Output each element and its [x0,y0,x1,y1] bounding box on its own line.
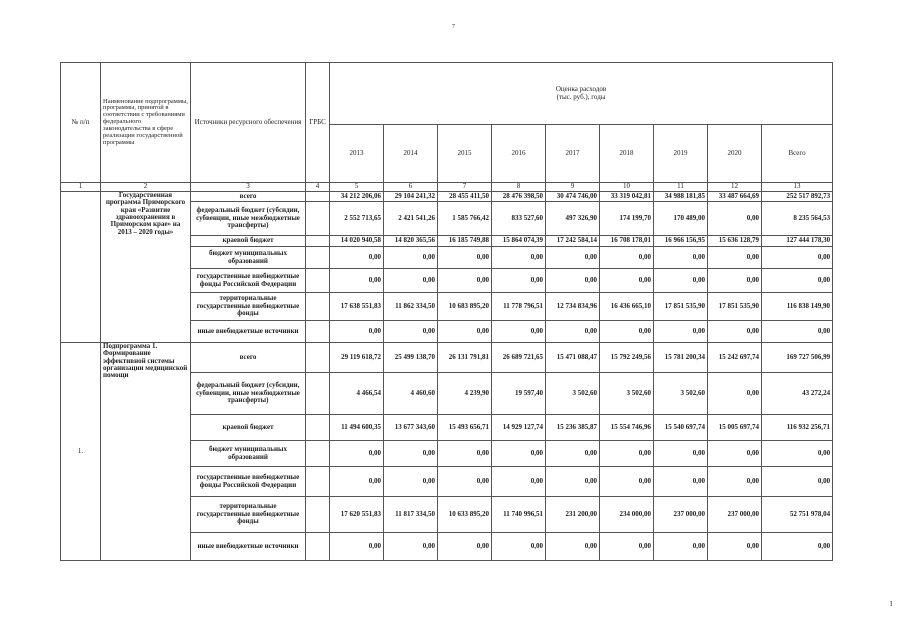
value-cell: 0,00 [438,467,492,497]
value-cell: 0,00 [654,441,708,467]
value-cell: 4 460,60 [384,373,438,415]
header-grbs: ГРБС [306,63,330,183]
value-cell: 15 242 697,74 [708,343,762,373]
value-cell: 0,00 [438,247,492,269]
value-cell: 8 235 564,53 [762,202,833,236]
column-number: 2 [101,183,191,192]
funding-source: иные внебюджетные источники [191,533,306,561]
value-cell: 15 781 200,34 [654,343,708,373]
header-estimate [330,63,833,125]
value-cell: 497 326,90 [546,202,600,236]
value-cell: 26 689 721,65 [492,343,546,373]
header-year: 2019 [654,125,708,183]
header-num: № п/п [61,63,101,183]
value-cell: 29 104 241,32 [384,192,438,202]
column-number: 3 [191,183,306,192]
value-cell: 0,00 [330,321,384,343]
value-cell: 15 471 088,47 [546,343,600,373]
funding-source: краевой бюджет [191,236,306,247]
value-cell: 0,00 [384,441,438,467]
header-year: Всего [762,125,833,183]
value-cell: 0,00 [546,441,600,467]
header-year: 2013 [330,125,384,183]
table-row [61,343,833,373]
value-cell: 0,00 [654,533,708,561]
value-cell: 116 838 149,90 [762,293,833,321]
funding-source: всего [191,192,306,202]
value-cell: 0,00 [708,321,762,343]
funding-source: территориальные государственные внебюджетные фонды [191,293,306,321]
grbs-cell [306,533,330,561]
row-number: 1. [61,343,101,561]
value-cell: 0,00 [654,269,708,293]
value-cell: 0,00 [492,441,546,467]
grbs-cell [306,192,330,202]
program-name: Подпрограмма 1. Формирование эффективной системы организации медицинской помощи [101,343,191,561]
value-cell: 15 792 249,56 [600,343,654,373]
value-cell: 28 476 398,50 [492,192,546,202]
value-cell: 15 493 656,71 [438,415,492,441]
value-cell: 0,00 [438,441,492,467]
value-cell: 16 436 665,10 [600,293,654,321]
value-cell: 0,00 [708,533,762,561]
funding-source: федеральный бюджет (субсидии, субвенции, иные межбюджетные трансферты) [191,373,306,415]
column-number: 7 [438,183,492,192]
value-cell: 0,00 [600,247,654,269]
value-cell: 0,00 [384,467,438,497]
grbs-cell [306,236,330,247]
column-number: 13 [762,183,833,192]
value-cell: 0,00 [762,467,833,497]
value-cell: 0,00 [654,321,708,343]
value-cell: 17 620 551,83 [330,497,384,533]
value-cell: 0,00 [330,247,384,269]
header-year: 2014 [384,125,438,183]
value-cell: 0,00 [492,467,546,497]
value-cell: 43 272,24 [762,373,833,415]
value-cell: 1 585 766,42 [438,202,492,236]
value-cell: 0,00 [762,533,833,561]
value-cell: 0,00 [330,467,384,497]
value-cell: 0,00 [546,467,600,497]
value-cell: 0,00 [762,441,833,467]
row-number [61,192,101,343]
page-number: 7 [452,24,455,30]
value-cell: 0,00 [600,441,654,467]
value-cell: 0,00 [492,321,546,343]
grbs-cell [306,269,330,293]
value-cell: 17 851 535,90 [654,293,708,321]
value-cell: 0,00 [600,533,654,561]
value-cell: 16 185 749,88 [438,236,492,247]
funding-source: краевой бюджет [191,415,306,441]
funding-source: государственные внебюджетные фонды Российской Федерации [191,467,306,497]
value-cell: 16 708 178,01 [600,236,654,247]
value-cell: 3 502,60 [600,373,654,415]
value-cell: 0,00 [438,533,492,561]
value-cell: 0,00 [708,441,762,467]
value-cell: 0,00 [384,321,438,343]
value-cell: 0,00 [384,247,438,269]
grbs-cell [306,343,330,373]
value-cell: 0,00 [384,269,438,293]
value-cell: 169 727 506,99 [762,343,833,373]
value-cell: 11 817 334,50 [384,497,438,533]
value-cell: 116 932 256,71 [762,415,833,441]
value-cell: 13 677 343,60 [384,415,438,441]
value-cell: 29 119 618,72 [330,343,384,373]
value-cell: 14 020 940,58 [330,236,384,247]
value-cell: 237 000,00 [708,497,762,533]
value-cell: 14 820 365,56 [384,236,438,247]
value-cell: 26 131 791,81 [438,343,492,373]
value-cell: 0,00 [330,441,384,467]
value-cell: 17 242 584,14 [546,236,600,247]
value-cell: 11 494 600,35 [330,415,384,441]
value-cell: 2 421 541,26 [384,202,438,236]
header-year: 2020 [708,125,762,183]
header-estimate-unit: (тыс. руб.), годы [556,92,606,101]
value-cell: 34 212 206,06 [330,192,384,202]
value-cell: 170 489,00 [654,202,708,236]
value-cell: 4 239,90 [438,373,492,415]
column-number: 1 [61,183,101,192]
value-cell: 237 000,00 [654,497,708,533]
value-cell: 15 864 074,39 [492,236,546,247]
column-number: 12 [708,183,762,192]
header-sources: Источники ресурсного обеспечения [191,63,306,183]
column-number: 9 [546,183,600,192]
value-cell: 2 552 713,65 [330,202,384,236]
value-cell: 30 474 746,00 [546,192,600,202]
column-number: 8 [492,183,546,192]
value-cell: 11 778 796,51 [492,293,546,321]
value-cell: 0,00 [654,467,708,497]
value-cell: 19 597,40 [492,373,546,415]
value-cell: 0,00 [762,321,833,343]
value-cell: 33 319 042,81 [600,192,654,202]
value-cell: 15 005 697,74 [708,415,762,441]
grbs-cell [306,415,330,441]
value-cell: 0,00 [438,321,492,343]
funding-source: территориальные государственные внебюджетные фонды [191,497,306,533]
table-row [61,192,833,202]
value-cell: 0,00 [492,269,546,293]
grbs-cell [306,247,330,269]
grbs-cell [306,373,330,415]
value-cell: 12 734 834,96 [546,293,600,321]
value-cell: 16 966 156,95 [654,236,708,247]
value-cell: 4 466,54 [330,373,384,415]
funding-source: всего [191,343,306,373]
value-cell: 25 499 138,70 [384,343,438,373]
value-cell: 0,00 [546,533,600,561]
value-cell: 17 638 551,83 [330,293,384,321]
header-year: 2016 [492,125,546,183]
value-cell: 15 540 697,74 [654,415,708,441]
funding-source: государственные внебюджетные фонды Российской Федерации [191,269,306,293]
value-cell: 0,00 [330,269,384,293]
value-cell: 0,00 [600,321,654,343]
grbs-cell [306,467,330,497]
funding-source: бюджет муниципальных образований [191,247,306,269]
header-name: Наименование подпрограммы, программы, принятой в соответствии с требованиями федерального законодательства в сфере реализации государственной программы [101,63,191,183]
value-cell: 234 000,00 [600,497,654,533]
column-number: 11 [654,183,708,192]
funding-source: бюджет муниципальных образований [191,441,306,467]
column-number: 4 [306,183,330,192]
side-mark: I [890,600,893,608]
value-cell: 0,00 [438,269,492,293]
value-cell: 0,00 [708,373,762,415]
header-year: 2017 [546,125,600,183]
value-cell: 17 851 535,90 [708,293,762,321]
value-cell: 833 527,60 [492,202,546,236]
header-year: 2018 [600,125,654,183]
value-cell: 33 487 664,69 [708,192,762,202]
value-cell: 15 236 385,87 [546,415,600,441]
value-cell: 3 502,60 [546,373,600,415]
value-cell: 0,00 [600,467,654,497]
value-cell: 0,00 [492,247,546,269]
value-cell: 11 740 996,51 [492,497,546,533]
value-cell: 3 502,60 [654,373,708,415]
value-cell: 0,00 [708,467,762,497]
header-estimate-title: Оценка расходов [555,85,607,94]
funding-source: иные внебюджетные источники [191,321,306,343]
value-cell: 0,00 [600,269,654,293]
budget-table [60,62,833,561]
value-cell: 127 444 178,30 [762,236,833,247]
grbs-cell [306,441,330,467]
value-cell: 0,00 [492,533,546,561]
value-cell: 10 633 895,20 [438,497,492,533]
grbs-cell [306,497,330,533]
value-cell: 0,00 [330,533,384,561]
value-cell: 0,00 [546,247,600,269]
value-cell: 15 636 128,79 [708,236,762,247]
value-cell: 11 862 334,50 [384,293,438,321]
value-cell: 231 200,00 [546,497,600,533]
column-number: 6 [384,183,438,192]
value-cell: 0,00 [654,247,708,269]
column-number: 10 [600,183,654,192]
value-cell: 0,00 [384,533,438,561]
value-cell: 0,00 [708,269,762,293]
value-cell: 0,00 [762,247,833,269]
funding-source: федеральный бюджет (субсидии, субвенции, иные межбюджетные трансферты) [191,202,306,236]
program-name: Государственная программа Приморского края «Развитие здравоохранения в Приморском крае» на 2013 – 2020 годы» [101,192,191,343]
value-cell: 0,00 [762,269,833,293]
value-cell: 10 683 895,20 [438,293,492,321]
grbs-cell [306,293,330,321]
header-year: 2015 [438,125,492,183]
value-cell: 0,00 [546,321,600,343]
value-cell: 252 517 892,73 [762,192,833,202]
value-cell: 14 929 127,74 [492,415,546,441]
value-cell: 174 199,70 [600,202,654,236]
value-cell: 34 988 181,85 [654,192,708,202]
value-cell: 0,00 [546,269,600,293]
column-number: 5 [330,183,384,192]
grbs-cell [306,202,330,236]
value-cell: 28 455 411,50 [438,192,492,202]
value-cell: 0,00 [708,247,762,269]
value-cell: 15 554 746,96 [600,415,654,441]
value-cell: 52 751 978,04 [762,497,833,533]
value-cell: 0,00 [708,202,762,236]
grbs-cell [306,321,330,343]
